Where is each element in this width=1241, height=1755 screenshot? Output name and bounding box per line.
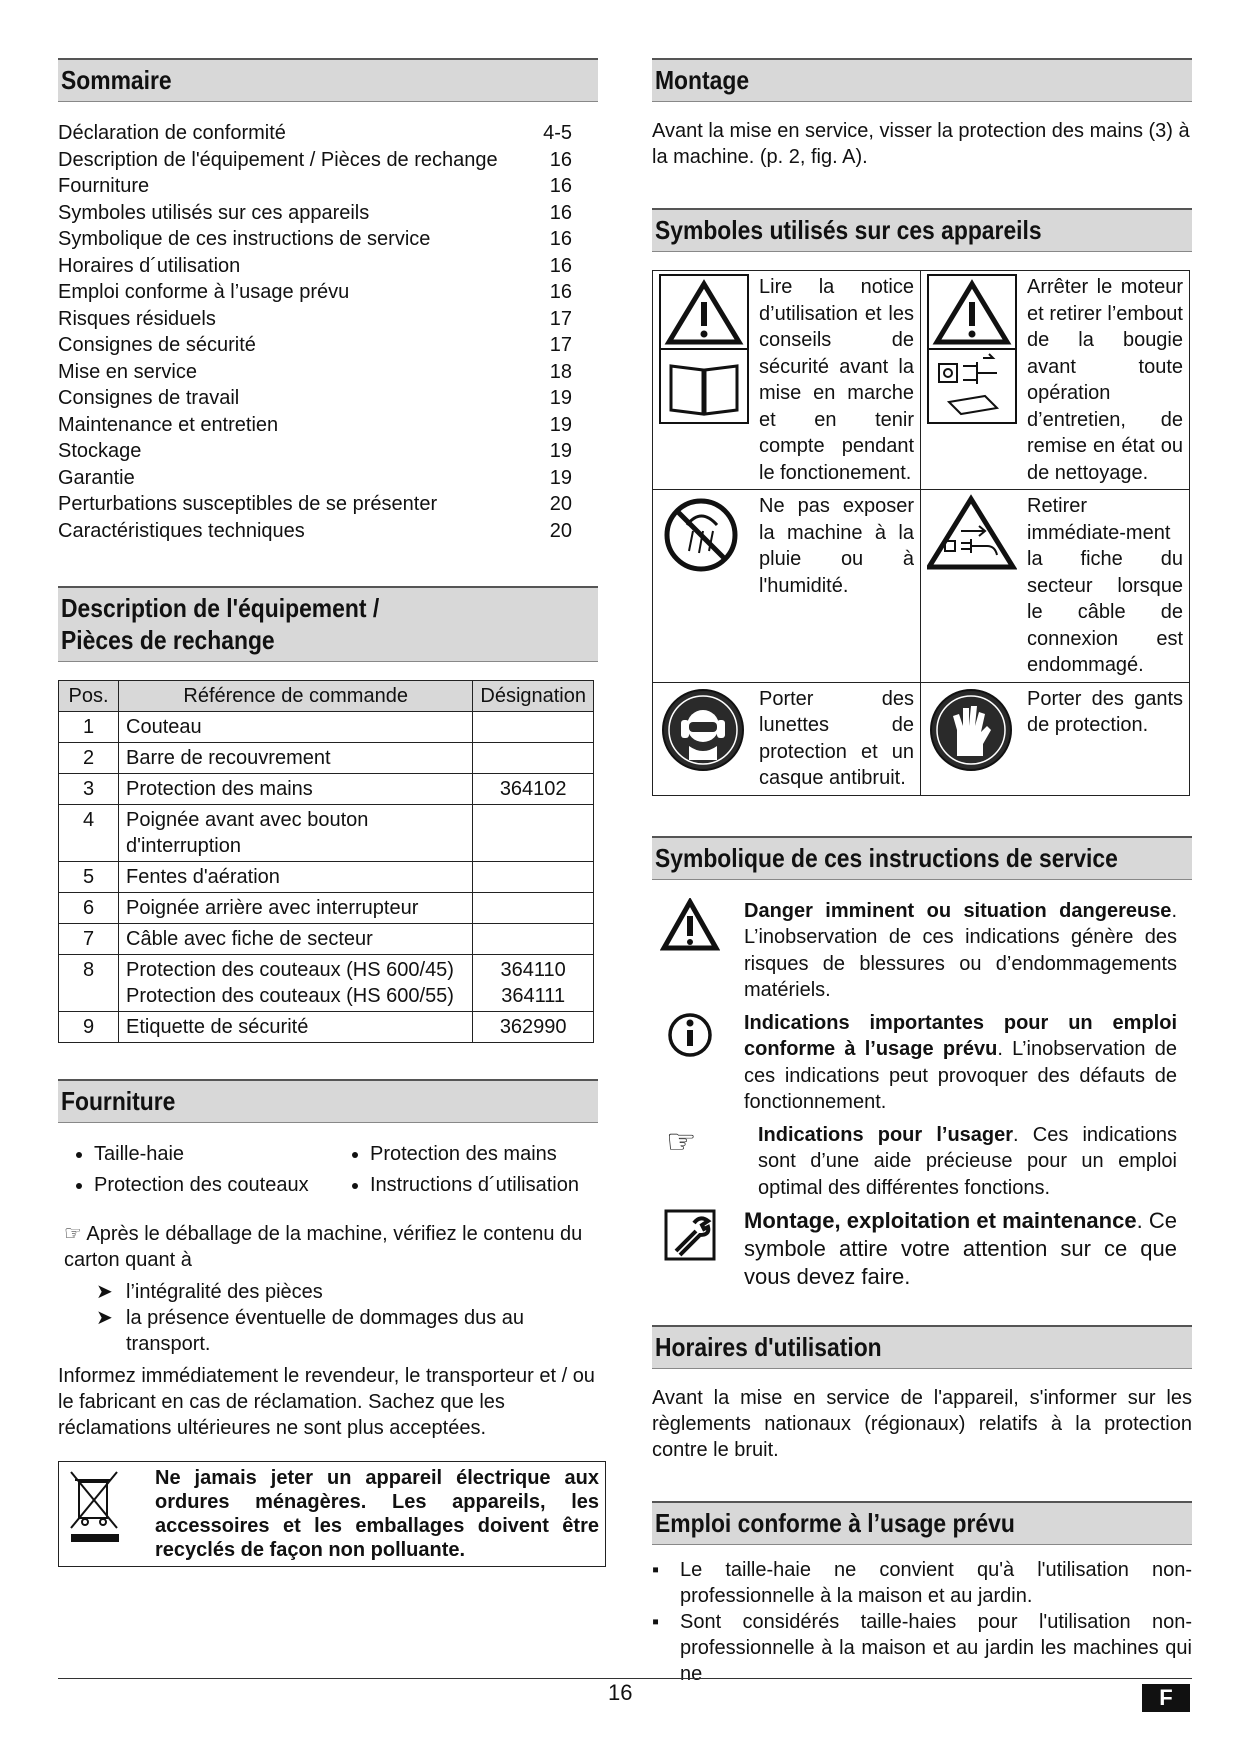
emploi-list bbox=[652, 1557, 1192, 1687]
table-row bbox=[59, 774, 594, 805]
part-pos: 1 bbox=[59, 712, 119, 743]
toc-label: Caractéristiques techniques bbox=[58, 519, 305, 542]
part-ref-cell bbox=[119, 774, 473, 805]
square-bullet-icon: ▪ bbox=[652, 1611, 660, 1633]
wrench-icon bbox=[660, 1207, 720, 1263]
toc-label: Déclaration de conformité bbox=[58, 122, 286, 144]
symbolique-list bbox=[652, 898, 1177, 1292]
toc-label: Garantie bbox=[58, 466, 135, 489]
list-item bbox=[652, 1557, 1192, 1609]
part-pos: 2 bbox=[59, 743, 119, 774]
symbol-gloves bbox=[921, 683, 1189, 795]
toc-label: Risques résiduels bbox=[58, 307, 216, 330]
toc-page: 4-5 bbox=[543, 122, 572, 144]
part-des: 362990 bbox=[499, 1016, 567, 1038]
part-des-cell bbox=[473, 1012, 594, 1043]
toc-row bbox=[58, 253, 598, 280]
instr-montage-text: . Ce symbole attire votre attention sur ce que vous devez faire. bbox=[744, 1208, 1177, 1289]
part-ref: Couteau bbox=[126, 716, 202, 738]
part-pos: 3 bbox=[59, 774, 119, 805]
emploi-header bbox=[652, 1501, 1192, 1545]
toc-row bbox=[58, 412, 598, 439]
goggles-earmuffs-icon bbox=[659, 686, 749, 776]
check-text: la présence éventuelle de dommages dus au transport. bbox=[126, 1307, 525, 1355]
part-des-cell bbox=[473, 743, 594, 774]
symbolique-title: Symbolique de ces instructions de service bbox=[655, 842, 1118, 873]
square-bullet-icon: ▪ bbox=[652, 1559, 660, 1581]
symbols-grid bbox=[652, 270, 1190, 796]
no-rain-icon bbox=[659, 493, 749, 573]
gloves-icon bbox=[927, 686, 1017, 776]
part-ref: Etiquette de sécurité bbox=[126, 1016, 309, 1038]
toc-row bbox=[58, 518, 598, 545]
symboles-header bbox=[652, 208, 1192, 252]
recycle-text: Ne jamais jeter un appareil électrique aux ordures ménagères. Les appareils, les accessoires et les emballages doivent être recyclés de façon non polluante. bbox=[155, 1467, 599, 1561]
part-pos: 9 bbox=[59, 1012, 119, 1043]
toc-row bbox=[58, 226, 598, 253]
instr-info-text: . L’inobservation de ces indications peut provoquer des défauts de fonctionnement. bbox=[744, 1038, 1177, 1113]
horaires-header bbox=[652, 1325, 1192, 1369]
part-ref: Barre de recouvrement bbox=[126, 747, 331, 769]
part-pos: 7 bbox=[59, 924, 119, 955]
table-row bbox=[59, 805, 594, 862]
toc-page: 16 bbox=[549, 175, 572, 197]
symbol-text-3: Ne pas exposer la machine à la pluie ou à l'humidité. bbox=[759, 495, 914, 597]
col-pos: Pos. bbox=[59, 681, 119, 712]
toc-label: Description de l'équipement / Pièces de rechange bbox=[58, 148, 498, 171]
part-pos: 6 bbox=[59, 893, 119, 924]
toc-label: Perturbations susceptibles de se présenter bbox=[58, 493, 438, 515]
col-des: Désignation bbox=[473, 681, 594, 712]
symbol-no-rain bbox=[653, 490, 921, 683]
right-column bbox=[652, 58, 1192, 1687]
emploi-title: Emploi conforme à l’usage prévu bbox=[655, 1508, 1015, 1538]
toc-page: 17 bbox=[549, 307, 572, 330]
symbol-text-2: Arrêter le moteur et retirer l’embout de la bougie avant toute opération d’entretien, de remise en état ou de nettoyage. bbox=[1027, 276, 1183, 484]
instr-info bbox=[652, 1010, 1177, 1116]
list-item: • Protection des mains bbox=[370, 1139, 579, 1170]
left-column bbox=[58, 58, 598, 1567]
parts-table bbox=[58, 680, 594, 1043]
toc-label: Symboles utilisés sur ces appareils bbox=[58, 201, 370, 224]
toc-row bbox=[58, 200, 598, 227]
part-des-cell bbox=[473, 774, 594, 805]
toc-page: 16 bbox=[549, 281, 572, 303]
symbolique-header bbox=[652, 836, 1192, 880]
toc-label: Consignes de travail bbox=[58, 387, 240, 409]
toc-page: 16 bbox=[549, 254, 572, 277]
instr-danger-bold: Danger imminent ou situation dangereuse bbox=[744, 899, 1172, 922]
table-row bbox=[59, 862, 594, 893]
description-title-line1: Description de l'équipement / bbox=[61, 593, 380, 623]
wheelie-bin-crossed-icon bbox=[65, 1466, 155, 1562]
toc-label: Maintenance et entretien bbox=[58, 413, 279, 436]
part-ref: Protection des couteaux (HS 600/45) bbox=[126, 959, 454, 981]
symbol-read-manual bbox=[653, 271, 921, 490]
symboles-title: Symboles utilisés sur ces appareils bbox=[655, 215, 1042, 245]
toc-page: 20 bbox=[549, 493, 572, 515]
check-text: l’intégralité des pièces bbox=[126, 1281, 323, 1303]
list-item bbox=[96, 1305, 598, 1357]
warning-book-icon bbox=[659, 274, 749, 424]
symbol-unplug bbox=[921, 490, 1189, 683]
emploi-text: Sont considérés taille-haies pour l'utilisation non-professionnelle à la maison et au jardin les machines qui ne bbox=[680, 1611, 1192, 1685]
toc-row bbox=[58, 147, 598, 174]
part-des-cell bbox=[473, 893, 594, 924]
part-pos: 4 bbox=[59, 805, 119, 862]
toc-row bbox=[58, 438, 598, 465]
instr-danger bbox=[652, 898, 1177, 1004]
toc-label: Horaires d´utilisation bbox=[58, 254, 241, 277]
part-ref-cell bbox=[119, 805, 473, 862]
toc-row bbox=[58, 173, 598, 200]
part-des-cell bbox=[473, 924, 594, 955]
instr-user-text: . Ces indications sont d’une aide précieuse pour un emploi optimal des différentes fonctions. bbox=[758, 1123, 1177, 1199]
footer-divider bbox=[58, 1678, 1192, 1679]
instr-user-bold: Indications pour l’usager bbox=[758, 1123, 1014, 1146]
toc-row bbox=[58, 332, 598, 359]
part-ref: Poignée avant avec bouton bbox=[126, 809, 369, 831]
part-ref: Poignée arrière avec interrupteur bbox=[126, 897, 419, 919]
description-header bbox=[58, 586, 598, 662]
toc-row bbox=[58, 385, 598, 412]
table-row bbox=[59, 743, 594, 774]
montage-text: Avant la mise en service, visser la protection des mains (3) à la machine. (p. 2, fig. A). bbox=[652, 120, 1190, 168]
instr-info-bold: Indications importantes pour un emploi conforme à l’usage prévu bbox=[744, 1011, 1177, 1060]
part-ref: Protection des mains bbox=[126, 778, 313, 800]
toc-label: Mise en service bbox=[58, 360, 197, 383]
table-row bbox=[59, 893, 594, 924]
list-item: • Protection des couteaux bbox=[94, 1170, 334, 1201]
warning-spark-plug-icon bbox=[927, 274, 1017, 424]
danger-icon bbox=[660, 898, 720, 954]
toc-label: Symbolique de ces instructions de service bbox=[58, 228, 431, 250]
toc-label: Stockage bbox=[58, 440, 142, 462]
toc-page: 16 bbox=[549, 228, 572, 250]
symbol-text-1: Lire la notice d’utilisation et les conseils de sécurité avant la mise en marche et en tenir compte pendant le fonctionement. bbox=[759, 276, 914, 484]
col-ref: Référence de commande bbox=[119, 681, 473, 712]
toc-row bbox=[58, 120, 598, 147]
part-des-cell bbox=[473, 955, 594, 1012]
table-row bbox=[59, 955, 594, 1012]
check-list bbox=[58, 1279, 598, 1357]
list-item bbox=[96, 1279, 598, 1305]
toc-page: 17 bbox=[549, 334, 572, 356]
part-ref: Fentes d'aération bbox=[126, 866, 280, 888]
page-number: 16 bbox=[608, 1680, 633, 1705]
pointing-hand-icon: ☞ bbox=[666, 1122, 697, 1161]
note-line1: Après le déballage de la machine, vérifiez le contenu du bbox=[86, 1223, 583, 1245]
description-title-line2: Pièces de rechange bbox=[61, 625, 275, 655]
toc-row bbox=[58, 279, 598, 306]
warning-unplug-icon bbox=[927, 493, 1017, 573]
toc-label: Consignes de sécurité bbox=[58, 334, 256, 356]
toc-page: 19 bbox=[549, 387, 572, 409]
symbol-text-4: Retirer immédiate-ment la fiche du secteur lorsque le câble de connexion est endommagé. bbox=[1027, 495, 1183, 676]
toc-page: 20 bbox=[549, 519, 572, 542]
table-row bbox=[59, 1012, 594, 1043]
table-of-contents bbox=[58, 120, 598, 544]
part-ref-cell bbox=[119, 743, 473, 774]
toc-page: 19 bbox=[549, 466, 572, 489]
part-ref-cell bbox=[119, 862, 473, 893]
toc-row bbox=[58, 306, 598, 333]
toc-row bbox=[58, 359, 598, 386]
horaires-title: Horaires d'utilisation bbox=[655, 1332, 882, 1362]
part-ref2: Protection des couteaux (HS 600/55) bbox=[126, 985, 454, 1007]
recycle-box bbox=[58, 1461, 606, 1567]
part-des-cell bbox=[473, 862, 594, 893]
symbol-text-6: Porter des gants de protection. bbox=[1027, 687, 1183, 736]
fourniture-note bbox=[58, 1221, 598, 1273]
toc-page: 16 bbox=[549, 148, 572, 171]
toc-row bbox=[58, 465, 598, 492]
table-row bbox=[59, 712, 594, 743]
toc-label: Emploi conforme à l’usage prévu bbox=[58, 281, 350, 303]
note-line2: carton quant à bbox=[64, 1249, 192, 1271]
part-pos: 8 bbox=[59, 955, 119, 1012]
part-ref: Câble avec fiche de secteur bbox=[126, 928, 373, 950]
part-des: 364110 bbox=[500, 959, 566, 981]
toc-page: 18 bbox=[549, 360, 572, 383]
instr-danger-text: . L’inobservation de ces indications génère des risques de blessures ou d’endommagements matériels. bbox=[744, 899, 1177, 1001]
language-badge: F bbox=[1142, 1684, 1190, 1712]
arrow-bullet-icon: ➤ bbox=[96, 1281, 113, 1303]
part-des-cell bbox=[473, 805, 594, 862]
list-item: • Taille-haie bbox=[94, 1139, 334, 1170]
toc-page: 16 bbox=[549, 201, 572, 224]
toc-page: 19 bbox=[549, 440, 572, 462]
info-icon bbox=[660, 1010, 720, 1060]
fourniture-title: Fourniture bbox=[61, 1086, 176, 1116]
part-des: 364102 bbox=[499, 778, 567, 800]
part-ref-cell bbox=[119, 1012, 473, 1043]
symbol-goggles-earmuffs bbox=[653, 683, 921, 795]
list-item bbox=[652, 1609, 1192, 1687]
part-ref2: d'interruption bbox=[126, 835, 241, 857]
horaires-text: Avant la mise en service de l'appareil, s'informer sur les règlements nationaux (régionaux) relatifs à la protection contre le bruit. bbox=[652, 1387, 1192, 1461]
emploi-text: Le taille-haie ne convient qu'à l'utilisation non-professionnelle à la maison et au jardin. bbox=[680, 1559, 1192, 1607]
part-ref-cell bbox=[119, 893, 473, 924]
montage-header bbox=[652, 58, 1192, 102]
table-row bbox=[59, 924, 594, 955]
fourniture-header bbox=[58, 1079, 598, 1123]
instr-montage bbox=[652, 1207, 1177, 1291]
sommaire-title: Sommaire bbox=[61, 65, 172, 95]
part-des-cell bbox=[473, 712, 594, 743]
instr-user bbox=[652, 1122, 1177, 1202]
fourniture-list bbox=[58, 1139, 598, 1201]
part-ref-cell bbox=[119, 712, 473, 743]
part-ref-cell bbox=[119, 924, 473, 955]
symbol-stop-engine bbox=[921, 271, 1189, 490]
part-ref-cell bbox=[119, 955, 473, 1012]
sommaire-header bbox=[58, 58, 598, 102]
instr-montage-bold: Montage, exploitation et maintenance bbox=[744, 1208, 1137, 1233]
toc-row bbox=[58, 491, 598, 518]
part-pos: 5 bbox=[59, 862, 119, 893]
list-item: • Instructions d´utilisation bbox=[370, 1170, 579, 1201]
toc-page: 19 bbox=[549, 413, 572, 436]
part-des2: 364111 bbox=[501, 985, 566, 1007]
arrow-bullet-icon: ➤ bbox=[96, 1307, 113, 1329]
toc-label: Fourniture bbox=[58, 175, 150, 197]
symbol-text-5: Porter des lunettes de protection et un casque antibruit. bbox=[759, 687, 914, 789]
inform-text: Informez immédiatement le revendeur, le transporteur et / ou le fabricant en cas de réclamation. Sachez que les réclamations ultérieures ne sont plus acceptées. bbox=[58, 1365, 595, 1439]
pointing-hand-icon: ☞ bbox=[64, 1223, 82, 1245]
montage-title: Montage bbox=[655, 65, 750, 95]
